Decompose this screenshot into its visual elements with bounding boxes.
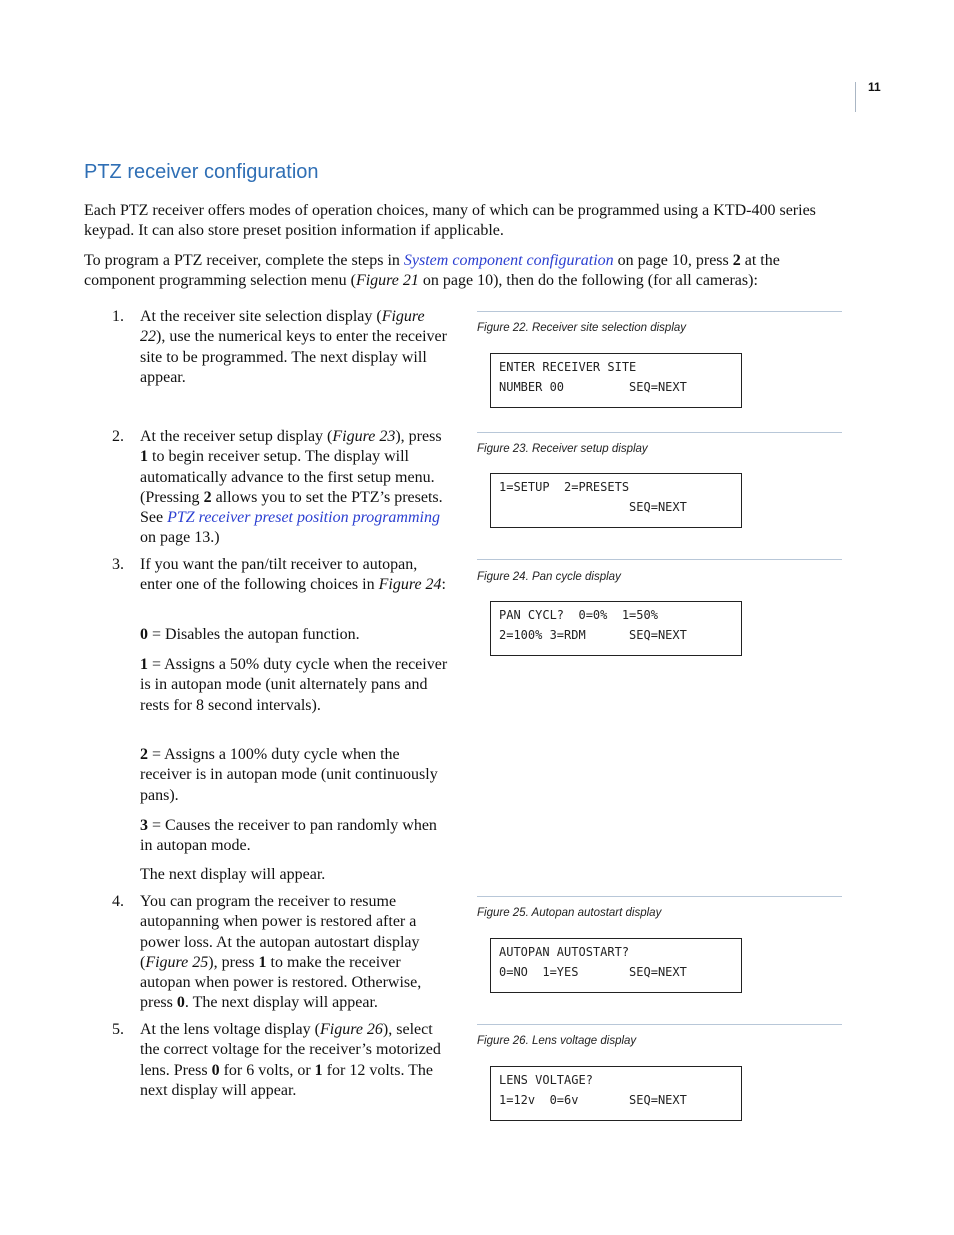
ptz-preset-programming-link[interactable]: PTZ receiver preset position programming (167, 509, 440, 527)
step-number: 1. (112, 308, 124, 325)
lcd-line-2: 0=NO 1=YES SEQ=NEXT (499, 965, 687, 979)
figure-23-caption: Figure 23. Receiver setup display (477, 443, 648, 455)
intro-paragraph-2 (84, 251, 836, 292)
figure-reference: Figure 23 (332, 428, 396, 445)
step-text-part: for 12 volts. The next display will appear. (140, 1061, 434, 1099)
key-label: 0 (211, 1061, 220, 1079)
step-text (140, 892, 448, 1014)
figure-26-lcd-display (490, 1066, 742, 1121)
step-text-part: If you want the pan/tilt receiver to autopan, enter one of the following choices in (140, 556, 418, 594)
key-label: 1 (258, 953, 267, 971)
step-text-part: At the lens voltage display ( (140, 1021, 320, 1038)
step-number: 2. (112, 428, 124, 445)
lcd-line-1: 1=SETUP 2=PRESETS (499, 480, 630, 494)
figure-26-caption: Figure 26. Lens voltage display (477, 1035, 637, 1047)
lcd-line-1: PAN CYCL? 0=0% 1=50% (499, 608, 658, 622)
intro-text: on page 10), then do the following (for all cameras): (418, 272, 758, 290)
figure-reference: Figure 24 (378, 576, 442, 594)
step-text-part: ), select the correct voltage for the receiver’s motorized lens. Press (140, 1021, 441, 1079)
step-text-part: ), press (395, 428, 442, 445)
figure-reference: Figure 21 (355, 272, 419, 290)
autopan-choice-3 (140, 816, 448, 857)
figure-24-caption: Figure 24. Pan cycle display (477, 571, 621, 583)
step-text-part: . The next display will appear. (184, 994, 378, 1012)
step-text-part: on page 13.) (140, 529, 220, 547)
step-number: 3. (112, 556, 124, 573)
step-text-part: At the receiver setup display ( (140, 428, 333, 445)
lcd-line-2: SEQ=NEXT (499, 500, 687, 514)
key-label: 0 (176, 994, 185, 1012)
figure-25-lcd-display (490, 938, 742, 993)
intro-text: To program a PTZ receiver, complete the steps in (84, 252, 404, 269)
lcd-line-2: NUMBER 00 SEQ=NEXT (499, 380, 687, 394)
figure-reference: Figure 26 (319, 1021, 383, 1038)
key-label: 1 (314, 1061, 323, 1079)
intro-key: 2 (732, 252, 741, 269)
figure-23-rule (477, 432, 842, 433)
choice-key: 3 (140, 817, 148, 834)
lcd-line-1: LENS VOLTAGE? (499, 1073, 593, 1087)
choice-text: = Disables the autopan function. (148, 626, 360, 643)
page-number-divider (855, 82, 856, 112)
lcd-line-1: AUTOPAN AUTOSTART? (499, 945, 630, 959)
step-text-part: You can program the receiver to resume autopanning when power is restored after a power loss. At the autopan autostart display ( (140, 893, 420, 971)
autopan-choice-0 (140, 625, 448, 645)
lcd-line-1: ENTER RECEIVER SITE (499, 360, 637, 374)
figure-23-lcd-display (490, 473, 742, 528)
step-number: 5. (112, 1021, 124, 1038)
page-number: 11 (868, 80, 881, 94)
figure-reference: Figure 22 (140, 308, 425, 346)
figure-22-rule (477, 311, 842, 312)
figure-25-rule (477, 896, 842, 897)
system-component-configuration-link[interactable]: System component configuration (403, 252, 614, 269)
step-text (140, 427, 448, 549)
figure-reference: Figure 25 (145, 953, 209, 971)
figure-25-caption: Figure 25. Autopan autostart display (477, 907, 662, 919)
step-text-part: At the receiver site selection display ( (140, 308, 382, 325)
key-label: 2 (203, 488, 212, 506)
step-text (140, 1020, 448, 1101)
lcd-line-2: 1=12v 0=6v SEQ=NEXT (499, 1093, 687, 1107)
choice-text: = Assigns a 100% duty cycle when the receiver is in autopan mode (unit continuously pans). (140, 746, 438, 804)
figure-22-caption: Figure 22. Receiver site selection display (477, 322, 687, 334)
step-text (140, 555, 448, 596)
step-text (140, 307, 448, 388)
figure-26-rule (477, 1024, 842, 1025)
autopan-choice-2 (140, 745, 448, 806)
step-text-part: to begin receiver setup. The display will automatically advance to the first setup menu. (Pressing (140, 448, 435, 506)
choice-text: = Assigns a 50% duty cycle when the receiver is in autopan mode (unit alternately pans and rests for 8 second intervals). (140, 656, 448, 714)
step-text-part: : (441, 576, 446, 594)
figure-24-lcd-display (490, 601, 742, 656)
choice-key: 0 (140, 626, 148, 643)
intro-paragraph-1: Each PTZ receiver offers modes of operation choices, many of which can be programmed using a KTD-400 series keypad. It can also store preset position information if applicable. (84, 202, 816, 240)
step-number: 4. (112, 893, 124, 910)
choice-text: = Causes the receiver to pan randomly when in autopan mode. (140, 817, 437, 855)
step-text-part: ), use the numerical keys to enter the receiver site to be programmed. The next display will appear. (140, 328, 447, 386)
choice-key: 2 (140, 746, 148, 763)
intro-text: on page 10, press (613, 252, 733, 269)
section-title: PTZ receiver configuration (84, 161, 319, 183)
figure-24-rule (477, 559, 842, 560)
choice-key: 1 (140, 656, 148, 673)
next-display-note: The next display will appear. (140, 866, 326, 883)
intro-text: at the component programming selection menu ( (84, 252, 780, 290)
lcd-line-2: 2=100% 3=RDM SEQ=NEXT (499, 628, 687, 642)
step-text-part: ), press (208, 953, 259, 971)
step-text-part: for 6 volts, or (219, 1061, 315, 1079)
figure-22-lcd-display (490, 353, 742, 408)
key-label: 1 (140, 448, 148, 466)
autopan-choice-1 (140, 655, 448, 716)
step-text-part: to make the receiver autopan when power is restored. Otherwise, press (140, 953, 422, 1012)
step-text-part: allows you to set the PTZ’s presets. See (140, 488, 443, 527)
